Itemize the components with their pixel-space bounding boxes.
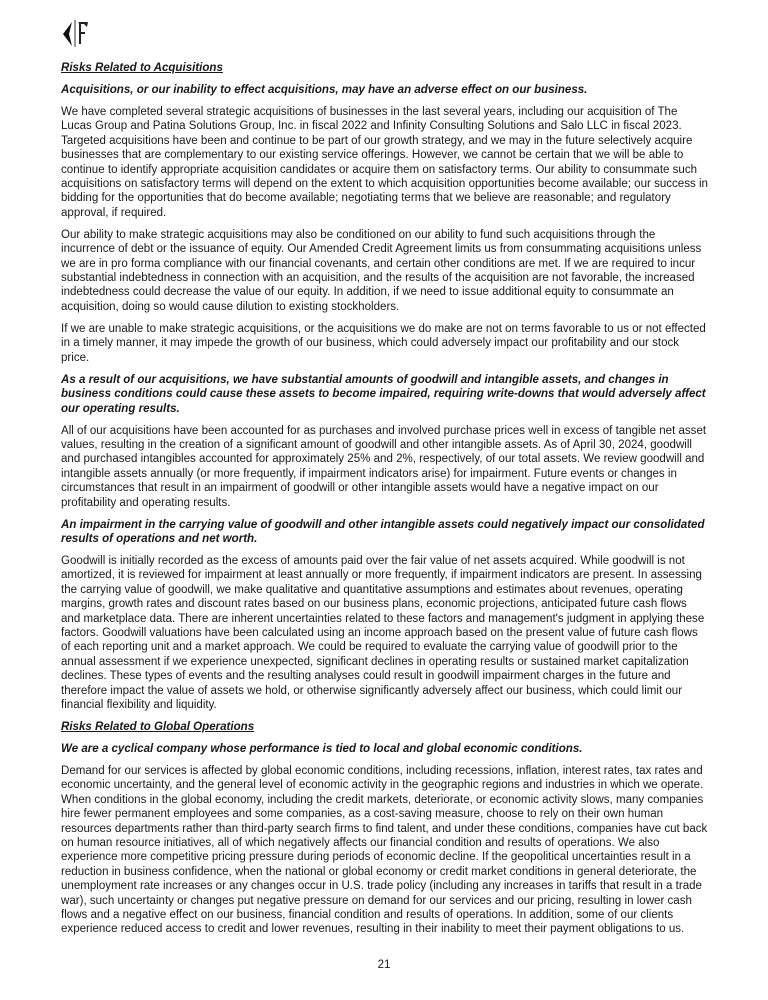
section-heading: Risks Related to Global Operations (61, 721, 255, 733)
risk-factor-heading: As a result of our acquisitions, we have substantial amounts of goodwill and intangible assets, and changes in business conditions could cause these assets to become impaired, requiring write-downs that would adversely affect our operating results. (61, 373, 706, 415)
document-body (61, 61, 709, 944)
risk-factor-heading: We are a cyclical company whose performance is tied to local and global economic conditions. (61, 743, 583, 755)
risk-factor-heading: An impairment in the carrying value of goodwill and other intangible assets could negatively impact our consolidated results of operations and net worth. (61, 518, 705, 545)
risk-factor-heading: Acquisitions, or our inability to effect acquisitions, may have an adverse effect on our business. (61, 84, 588, 96)
paragraph: Demand for our services is affected by global economic conditions, including recessions, inflation, interest rates, tax rates and economic uncertainty, and the general level of economic activity in the geographic regions and industries in which we operate. When conditions in the global economy, including the credit markets, deteriorate, or economic activity slows, many companies hire fewer permanent employees and some companies, as a cost-saving measure, choose to rely on their own human resources departments rather than third-party search firms to find talent, and under these conditions, companies have cut back on human resource initiatives, all of which negatively affects our financial condition and results of operations. We also experience more competitive pricing pressure during periods of economic decline. If the geopolitical uncertainties result in a reduction in business confidence, when the national or global economy or credit market conditions in general deteriorate, the unemployment rate increases or any changes occur in U.S. trade policy (including any increases in tariffs that result in a trade war), such uncertainty or changes put negative pressure on demand for our services and our pricing, resulting in lower cash flows and a negative effect on our business, financial condition and results of operations. In addition, some of our clients experience reduced access to credit and lower revenues, resulting in their inability to meet their payment obligations to us. (61, 765, 708, 936)
paragraph: All of our acquisitions have been accounted for as purchases and involved purchase prices well in excess of tangible net asset values, resulting in the creation of a significant amount of goodwill and other intangible assets. As of April 30, 2024, goodwill and purchased intangibles accounted for approximately 25% and 2%, respectively, of our total assets. We review goodwill and intangible assets annually (or more frequently, if impairment indicators arise) for impairment. Future events or changes in circumstances that result in an impairment of goodwill or other intangible assets would have a negative impact on our profitability and operating results. (61, 424, 707, 509)
paragraph: Our ability to make strategic acquisitions may also be conditioned on our ability to fund such acquisitions through the incurrence of debt or the issuance of equity. Our Amended Credit Agreement limits us from consummating acquisitions unless we are in pro forma compliance with our financial covenants, and certain other conditions are met. If we are required to incur substantial indebtedness in connection with an acquisition, and the results of the acquisition are not favorable, the increased indebtedness could decrease the value of our equity. In addition, if we need to issue additional equity to consummate an acquisition, doing so would cause dilution to existing stockholders. (61, 228, 702, 313)
page-number: 21 (377, 959, 391, 971)
paragraph: We have completed several strategic acquisitions of businesses in the last several years, including our acquisition of The Lucas Group and Patina Solutions Group, Inc. in fiscal 2022 and Infinity Consulting Solutions and Salo LLC in fiscal 2023. Targeted acquisitions have been and continue to be part of our growth strategy, and we may in the future selectively acquire businesses that are complementary to our existing service offerings. However, we cannot be certain that we will be able to continue to identify appropriate acquisition candidates or acquire them on satisfactory terms. Our ability to consummate such acquisitions on satisfactory terms will depend on the extent to which acquisition opportunities become available; our success in bidding for the opportunities that do become available; negotiating terms that we believe are reasonable; and regulatory approval, if required. (61, 106, 708, 219)
section-heading: Risks Related to Acquisitions (61, 62, 223, 74)
paragraph: Goodwill is initially recorded as the excess of amounts paid over the fair value of net assets acquired. While goodwill is not amortized, it is reviewed for impairment at least annually or more frequently, if impairment indicators are present. In assessing the carrying value of goodwill, we make qualitative and quantitative assumptions and estimates about revenues, operating margins, growth rates and discount rates based on our business plans, economic projections, anticipated future cash flows and marketplace data. There are inherent uncertainties related to these factors and management's judgment in applying these factors. Goodwill valuations have been calculated using an income approach based on the present value of future cash flows of each reporting unit and a market approach. We could be required to evaluate the carrying value of goodwill prior to the annual assessment if we experience unexpected, significant declines in operating results or sustained market capitalization declines. These types of events and the resulting analyses could result in goodwill impairment charges in the future and therefore impact the value of assets we hold, or otherwise significantly adversely affect our business, which could limit our financial flexibility and liquidity. (61, 554, 705, 711)
company-logo (60, 18, 100, 48)
paragraph: If we are unable to make strategic acquisitions, or the acquisitions we do make are not on terms favorable to us or not effected in a timely manner, it may impede the growth of our business, which could adversely impact our profitability and our stock price. (61, 322, 706, 364)
